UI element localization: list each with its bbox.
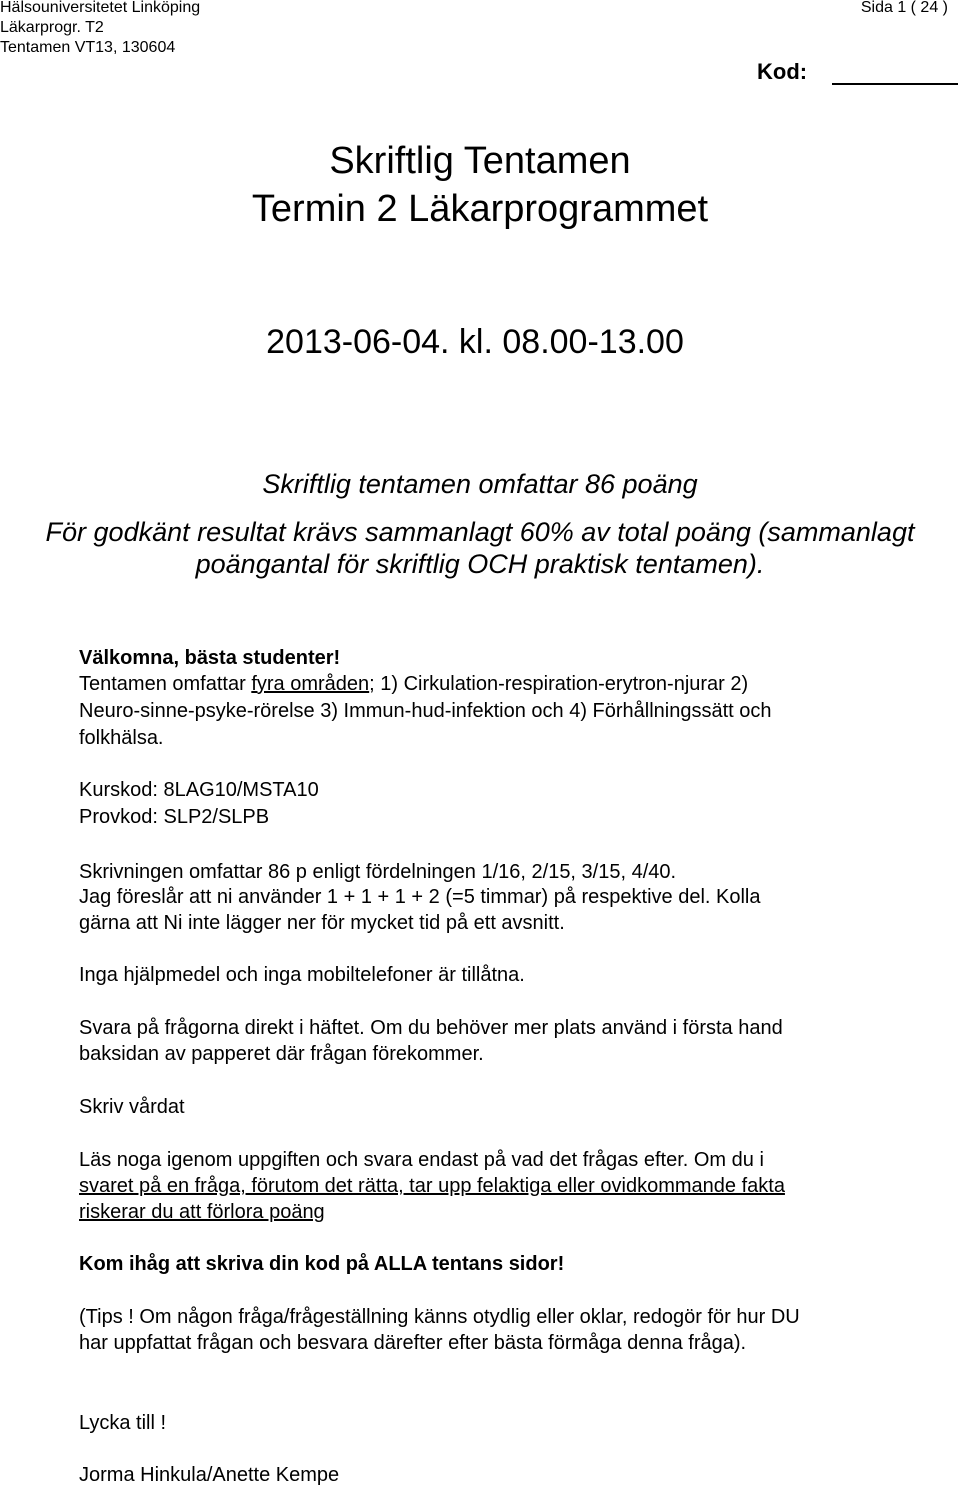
areas-line-3: folkhälsa. bbox=[79, 727, 164, 749]
tips-line-2: har uppfattat frågan och besvara därefter efter bästa förmåga denna fråga). bbox=[79, 1332, 747, 1354]
header-exam: Tentamen VT13, 130604 bbox=[0, 39, 176, 56]
course-code: Kurskod: 8LAG10/MSTA10 bbox=[79, 779, 319, 801]
areas-line-2: Neuro-sinne-psyke-rörelse 3) Immun-hud-infektion och 4) Förhållningssätt och bbox=[79, 700, 772, 722]
areas-line-1-start: Tentamen omfattar bbox=[79, 673, 252, 695]
answer-rule-line-2: baksidan av papperet där frågan förekommer. bbox=[79, 1043, 484, 1065]
read-rule-line-2: svaret på en fråga, förutom det rätta, tar upp felaktiga eller ovidkommande fakta bbox=[79, 1175, 785, 1197]
areas-line-1-end: ; 1) Cirkulation-respiration-erytron-njurar 2) bbox=[369, 673, 749, 695]
page-number: Sida 1 ( 24 ) bbox=[860, 0, 948, 16]
good-luck: Lycka till ! bbox=[79, 1412, 167, 1434]
read-rule-line-1: Läs noga igenom uppgiften och svara endast på vad det frågas efter. Om du i bbox=[79, 1149, 764, 1171]
title-line-1: Skriftlig Tentamen bbox=[329, 140, 631, 182]
kod-label: Kod: bbox=[757, 59, 808, 84]
header-institution: Hälsouniversitetet Linköping bbox=[0, 0, 201, 16]
points-line-2: För godkänt resultat krävs sammanlagt 60% av total poäng (sammanlagt bbox=[45, 517, 915, 547]
aids-rule: Inga hjälpmedel och inga mobiltelefoner är tillåtna. bbox=[79, 964, 525, 986]
code-reminder: Kom ihåg att skriva din kod på ALLA tentans sidor! bbox=[79, 1253, 565, 1275]
exam-code: Provkod: SLP2/SLPB bbox=[79, 806, 270, 828]
areas-underlined: fyra områden bbox=[251, 673, 370, 695]
distribution-line-2: Jag föreslår att ni använder 1 + 1 + 1 + 2 (=5 timmar) på respektive del. Kolla bbox=[79, 886, 761, 908]
exam-datetime: 2013-06-04. kl. 08.00-13.00 bbox=[266, 323, 684, 361]
authors: Jorma Hinkula/Anette Kempe bbox=[79, 1464, 340, 1486]
distribution-line-3: gärna att Ni inte lägger ner för mycket tid på ett avsnitt. bbox=[79, 912, 565, 934]
neat-rule: Skriv vårdat bbox=[79, 1096, 185, 1118]
distribution-line-1: Skrivningen omfattar 86 p enligt fördelningen 1/16, 2/15, 3/15, 4/40. bbox=[79, 861, 677, 883]
welcome-text: Välkomna, bästa studenter! bbox=[79, 647, 341, 669]
points-line-1: Skriftlig tentamen omfattar 86 poäng bbox=[262, 469, 698, 499]
areas-line-1 bbox=[79, 671, 748, 698]
tips-line-1: (Tips ! Om någon fråga/frågeställning känns otydlig eller oklar, redogör för hur DU bbox=[79, 1306, 800, 1328]
answer-rule-line-1: Svara på frågorna direkt i häftet. Om du behöver mer plats använd i första hand bbox=[79, 1017, 783, 1039]
kod-line bbox=[832, 83, 958, 85]
points-line-3: poängantal för skriftlig OCH praktisk tentamen). bbox=[195, 549, 765, 579]
title-line-2: Termin 2 Läkarprogrammet bbox=[251, 188, 709, 230]
header-program: Läkarprogr. T2 bbox=[0, 19, 104, 36]
read-rule-line-3: riskerar du att förlora poäng bbox=[79, 1201, 325, 1223]
